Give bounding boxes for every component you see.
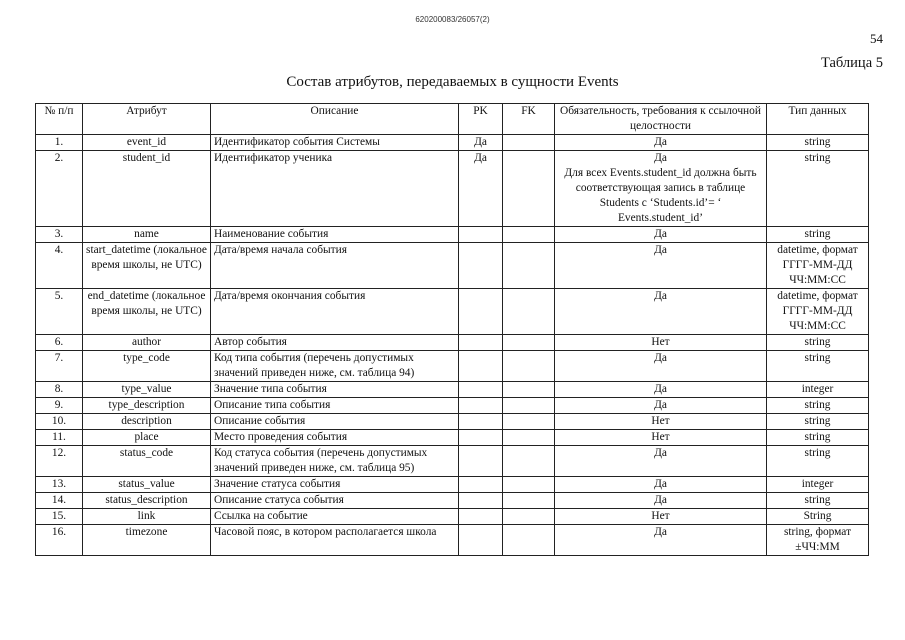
cell-description: Ссылка на событие <box>211 509 459 525</box>
page-number: 54 <box>870 31 883 46</box>
col-header-required: Обязательность, требования к ссылочной целостности <box>555 104 767 135</box>
table-row <box>36 151 869 227</box>
table-row <box>36 243 869 289</box>
cell-description: Автор события <box>211 335 459 351</box>
table-row <box>36 493 869 509</box>
cell-description: Код типа события (перечень допустимых значений приведен ниже, см. таблица 94) <box>211 351 459 382</box>
cell-required: Нет <box>555 414 767 430</box>
cell-num: 9. <box>36 398 83 414</box>
table-row <box>36 227 869 243</box>
cell-pk: Да <box>459 151 503 227</box>
cell-datatype: String <box>767 509 869 525</box>
cell-required: Нет <box>555 335 767 351</box>
cell-description: Описание статуса события <box>211 493 459 509</box>
cell-fk <box>503 351 555 382</box>
cell-datatype: string <box>767 351 869 382</box>
cell-description: Дата/время окончания события <box>211 289 459 335</box>
cell-attribute: timezone <box>83 525 211 556</box>
cell-num: 10. <box>36 414 83 430</box>
cell-pk <box>459 509 503 525</box>
table-row <box>36 135 869 151</box>
table-header-row <box>36 104 869 135</box>
cell-num: 1. <box>36 135 83 151</box>
cell-description: Идентификатор ученика <box>211 151 459 227</box>
cell-description: Идентификатор события Системы <box>211 135 459 151</box>
cell-pk <box>459 525 503 556</box>
cell-description: Код статуса события (перечень допустимых значений приведен ниже, см. таблица 95) <box>211 446 459 477</box>
cell-pk <box>459 477 503 493</box>
cell-datatype: string <box>767 227 869 243</box>
cell-num: 6. <box>36 335 83 351</box>
cell-required: Да <box>555 525 767 556</box>
cell-attribute: description <box>83 414 211 430</box>
table-row <box>36 446 869 477</box>
cell-attribute: event_id <box>83 135 211 151</box>
cell-fk <box>503 398 555 414</box>
cell-datatype: datetime, формат ГГГГ-ММ-ДД ЧЧ:ММ:СС <box>767 243 869 289</box>
cell-datatype: string <box>767 335 869 351</box>
cell-description: Часовой пояс, в котором располагается школа <box>211 525 459 556</box>
cell-pk <box>459 398 503 414</box>
cell-pk <box>459 335 503 351</box>
cell-num: 16. <box>36 525 83 556</box>
cell-datatype: integer <box>767 477 869 493</box>
cell-attribute: status_value <box>83 477 211 493</box>
cell-fk <box>503 289 555 335</box>
cell-attribute: type_code <box>83 351 211 382</box>
table-row <box>36 414 869 430</box>
cell-fk <box>503 525 555 556</box>
cell-attribute: place <box>83 430 211 446</box>
cell-datatype: string <box>767 135 869 151</box>
cell-attribute: student_id <box>83 151 211 227</box>
cell-fk <box>503 414 555 430</box>
table-row <box>36 335 869 351</box>
cell-attribute: type_description <box>83 398 211 414</box>
cell-fk <box>503 135 555 151</box>
cell-required: Нет <box>555 509 767 525</box>
col-header-pk: PK <box>459 104 503 135</box>
cell-required: Да <box>555 289 767 335</box>
col-header-attribute: Атрибут <box>83 104 211 135</box>
cell-required: Да <box>555 477 767 493</box>
document-id: 620200083/26057(2) <box>415 15 490 24</box>
cell-datatype: string, формат ±ЧЧ:ММ <box>767 525 869 556</box>
cell-attribute: start_datetime (локальное время школы, не UTC) <box>83 243 211 289</box>
cell-attribute: end_datetime (локальное время школы, не UTC) <box>83 289 211 335</box>
table-title: Состав атрибутов, передаваемых в сущности Events <box>286 74 619 90</box>
cell-pk <box>459 243 503 289</box>
cell-attribute: author <box>83 335 211 351</box>
cell-pk <box>459 446 503 477</box>
cell-num: 4. <box>36 243 83 289</box>
cell-fk <box>503 446 555 477</box>
cell-num: 7. <box>36 351 83 382</box>
cell-required: Да <box>555 227 767 243</box>
cell-num: 5. <box>36 289 83 335</box>
cell-fk <box>503 493 555 509</box>
cell-datatype: integer <box>767 382 869 398</box>
table-row <box>36 351 869 382</box>
col-header-fk: FK <box>503 104 555 135</box>
cell-required: Да Для всех Events.student_id должна быть соответствующая запись в таблице Students с ‘Students.id’= ‘ Events.student_id’ <box>555 151 767 227</box>
cell-num: 2. <box>36 151 83 227</box>
cell-num: 8. <box>36 382 83 398</box>
cell-required: Да <box>555 382 767 398</box>
cell-datatype: string <box>767 151 869 227</box>
col-header-description: Описание <box>211 104 459 135</box>
cell-num: 15. <box>36 509 83 525</box>
cell-datatype: datetime, формат ГГГГ-ММ-ДД ЧЧ:ММ:СС <box>767 289 869 335</box>
attributes-table <box>35 103 869 556</box>
table-label: Таблица 5 <box>820 55 883 71</box>
cell-pk <box>459 289 503 335</box>
cell-description: Дата/время начала события <box>211 243 459 289</box>
cell-fk <box>503 430 555 446</box>
cell-datatype: string <box>767 493 869 509</box>
table-row <box>36 509 869 525</box>
table-body <box>36 135 869 556</box>
cell-fk <box>503 509 555 525</box>
cell-attribute: name <box>83 227 211 243</box>
cell-pk <box>459 493 503 509</box>
cell-description: Наименование события <box>211 227 459 243</box>
cell-fk <box>503 151 555 227</box>
table-row <box>36 382 869 398</box>
cell-fk <box>503 243 555 289</box>
cell-num: 11. <box>36 430 83 446</box>
cell-datatype: string <box>767 398 869 414</box>
cell-required: Да <box>555 351 767 382</box>
cell-required: Да <box>555 398 767 414</box>
cell-required: Нет <box>555 430 767 446</box>
cell-required: Да <box>555 243 767 289</box>
cell-num: 3. <box>36 227 83 243</box>
cell-num: 13. <box>36 477 83 493</box>
cell-required: Да <box>555 446 767 477</box>
table-row <box>36 525 869 556</box>
cell-fk <box>503 477 555 493</box>
col-header-num: № п/п <box>36 104 83 135</box>
cell-attribute: status_code <box>83 446 211 477</box>
cell-datatype: string <box>767 446 869 477</box>
cell-num: 12. <box>36 446 83 477</box>
table-row <box>36 289 869 335</box>
cell-description: Описание события <box>211 414 459 430</box>
cell-required: Да <box>555 493 767 509</box>
cell-attribute: type_value <box>83 382 211 398</box>
table-row <box>36 477 869 493</box>
cell-description: Значение статуса события <box>211 477 459 493</box>
cell-attribute: status_description <box>83 493 211 509</box>
cell-pk <box>459 382 503 398</box>
table-row <box>36 430 869 446</box>
table-row <box>36 398 869 414</box>
cell-num: 14. <box>36 493 83 509</box>
cell-fk <box>503 382 555 398</box>
cell-pk <box>459 227 503 243</box>
cell-pk <box>459 430 503 446</box>
cell-datatype: string <box>767 430 869 446</box>
cell-required: Да <box>555 135 767 151</box>
cell-pk <box>459 414 503 430</box>
cell-fk <box>503 227 555 243</box>
cell-pk <box>459 351 503 382</box>
cell-description: Описание типа события <box>211 398 459 414</box>
cell-attribute: link <box>83 509 211 525</box>
cell-description: Место проведения события <box>211 430 459 446</box>
cell-pk: Да <box>459 135 503 151</box>
cell-description: Значение типа события <box>211 382 459 398</box>
cell-fk <box>503 335 555 351</box>
col-header-datatype: Тип данных <box>767 104 869 135</box>
cell-datatype: string <box>767 414 869 430</box>
